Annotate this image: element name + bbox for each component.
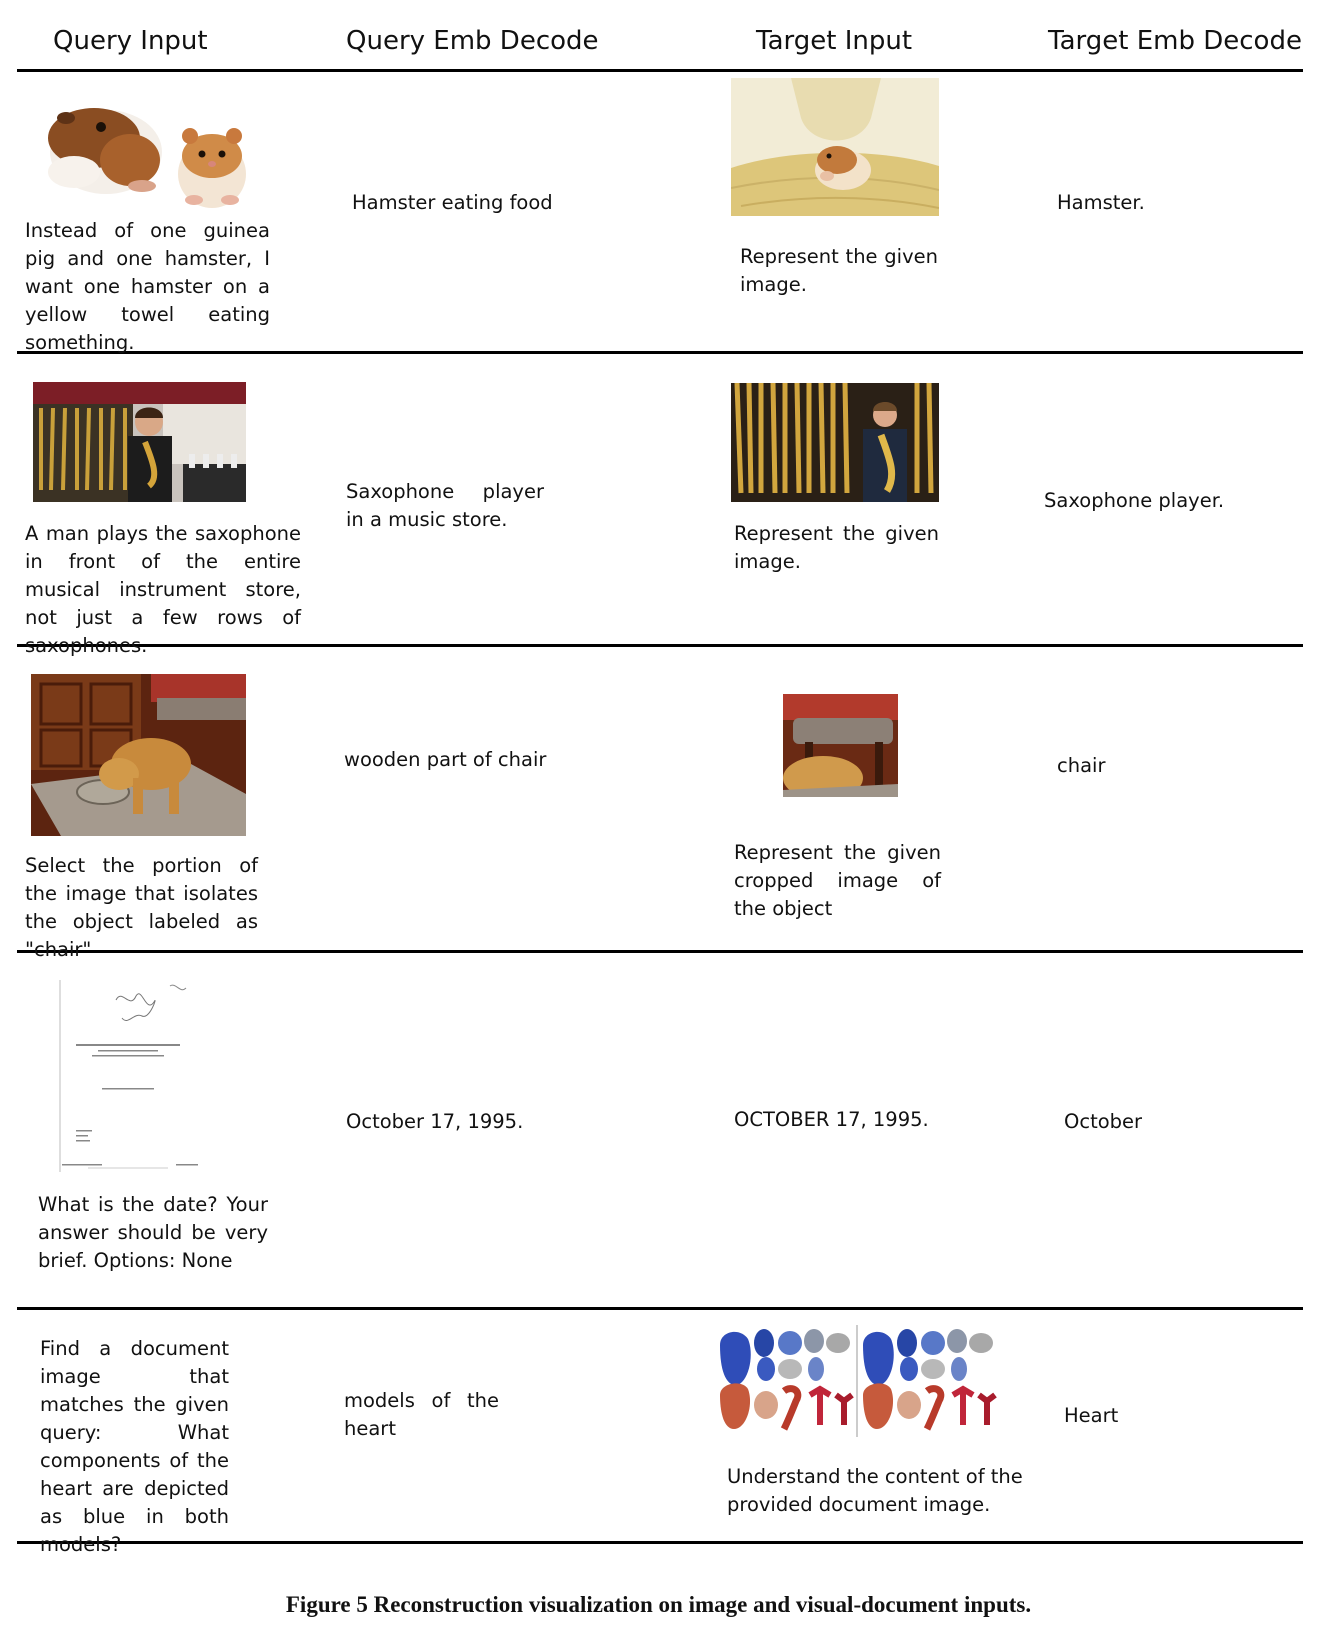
query-text: Find a document image that matches the given query: What components of the heart are depicted as blue in both models?: [40, 1337, 229, 1556]
saxophone-player-store-image: [33, 382, 246, 502]
query-decode: Hamster eating food: [352, 191, 553, 214]
guinea-pig-and-hamster-image: [44, 94, 254, 216]
cropped-chair-image: [783, 694, 898, 797]
query-decode: October 17, 1995.: [346, 1110, 524, 1133]
row-divider: [17, 1307, 1303, 1310]
header-query-emb-decode: Query Emb Decode: [346, 26, 599, 56]
hamster-on-towel-image: [731, 78, 939, 216]
header-query-input: Query Input: [53, 26, 208, 56]
query-decode: wooden part of chair: [344, 748, 547, 771]
target-text: Represent the given image.: [734, 522, 939, 573]
query-text: What is the date? Your answer should be very brief. Options: None: [38, 1193, 268, 1272]
table-top-rule: [17, 69, 1303, 72]
target-decode: October: [1064, 1110, 1143, 1133]
query-text: A man plays the saxophone in front of the entire musical instrument store, not just a few rows of saxophones.: [25, 522, 301, 657]
target-text: OCTOBER 17, 1995.: [734, 1108, 929, 1131]
query-text: Select the portion of the image that isolates the object labeled as "chair": [25, 854, 258, 961]
dog-eating-image: [31, 674, 246, 836]
query-decode: models of the heart: [344, 1389, 499, 1440]
figure-caption: Figure 5 Reconstruction visualization on image and visual-document inputs.: [285, 1592, 1032, 1617]
header-target-input: Target Input: [756, 26, 913, 56]
target-text: Understand the content of the provided document image.: [727, 1465, 1023, 1516]
header-target-emb-decode: Target Emb Decode: [1048, 26, 1302, 56]
heart-models-document-image: [714, 1325, 1000, 1437]
target-decode: chair: [1057, 754, 1106, 777]
query-text: Instead of one guinea pig and one hamster, I want one hamster on a yellow towel eating something.: [25, 219, 270, 354]
target-text: Represent the given cropped image of the object: [734, 841, 941, 920]
target-decode: Saxophone player.: [1044, 489, 1225, 512]
saxophone-player-target-image: [731, 383, 939, 502]
target-text: Represent the given image.: [740, 245, 938, 296]
scanned-document-image: [58, 980, 208, 1172]
target-decode: Heart: [1064, 1404, 1119, 1427]
target-decode: Hamster.: [1057, 191, 1145, 214]
query-decode: Saxophone player in a music store.: [346, 480, 544, 531]
